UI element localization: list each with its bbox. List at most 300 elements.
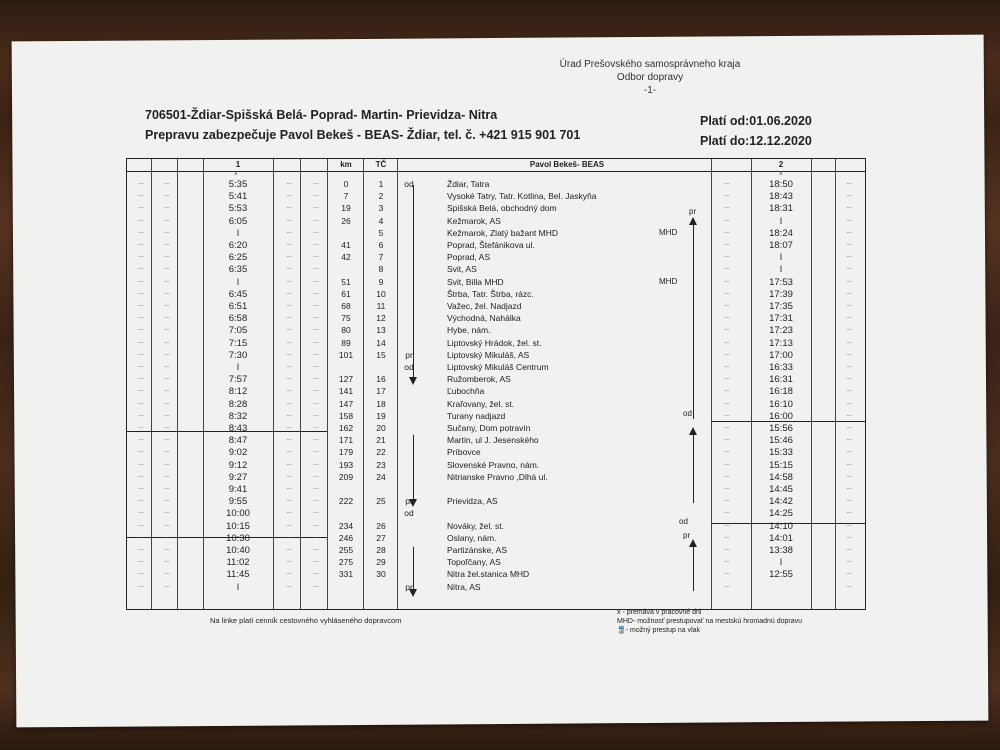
- kilometer: 234: [338, 520, 354, 531]
- table-row: [127, 362, 865, 374]
- empty-connection-cell: ...: [724, 203, 730, 211]
- empty-connection-cell: ...: [724, 374, 730, 382]
- empty-connection-cell: ...: [286, 532, 292, 540]
- legend-mhd: MHD- možnosť prestupovať na mestskú hromadnú dopravu: [617, 618, 803, 625]
- stop-number: 26: [376, 520, 386, 531]
- empty-connection-cell: ...: [164, 459, 170, 467]
- return-time: 14:45: [769, 484, 793, 495]
- empty-connection-cell: ...: [313, 325, 319, 333]
- stop-name: [447, 569, 687, 579]
- stop-name-text: Poprad, AS: [447, 252, 491, 263]
- stop-name-text: Ľubochňa: [447, 386, 485, 397]
- empty-connection-cell: ...: [138, 447, 144, 455]
- kilometer: 246: [338, 532, 354, 543]
- return-time: 17:39: [769, 288, 793, 300]
- empty-connection-cell: ...: [164, 484, 170, 491]
- empty-connection-cell: ...: [138, 374, 144, 382]
- empty-connection-cell: ...: [164, 288, 170, 296]
- departure-time: 9:12: [228, 459, 248, 471]
- empty-connection-cell: ...: [724, 179, 730, 186]
- empty-connection-cell: ...: [846, 313, 852, 321]
- empty-connection-cell: ...: [286, 288, 292, 296]
- stop-name: [447, 533, 687, 543]
- empty-connection-cell: ...: [313, 435, 319, 443]
- empty-connection-cell: ...: [138, 423, 144, 430]
- departure-time: ǀ: [236, 362, 240, 373]
- carrier-line: Prepravu zabezpečuje Pavol Bekeš - BEAS- Ždiar, tel. č. +421 915 901 701: [145, 128, 581, 142]
- empty-connection-cell: ...: [724, 520, 730, 528]
- tc-header: TČ: [375, 160, 387, 169]
- stop-name: [447, 252, 687, 262]
- empty-connection-cell: ...: [138, 215, 144, 223]
- valid-to: Platí do:12.12.2020: [700, 134, 812, 148]
- table-row: [127, 252, 865, 264]
- return-time: 12:55: [769, 569, 793, 581]
- table-row: [127, 216, 865, 228]
- stop-number: 11: [376, 301, 386, 311]
- stop-name-text: Nitrianske Pravno ,Dlhá ul.: [447, 471, 548, 482]
- empty-connection-cell: ...: [286, 520, 292, 528]
- table-row: [127, 582, 865, 594]
- empty-connection-cell: ...: [724, 276, 730, 284]
- stop-number: 28: [376, 545, 386, 555]
- empty-connection-cell: ...: [138, 191, 144, 199]
- empty-connection-cell: ...: [286, 362, 292, 369]
- empty-connection-cell: ...: [724, 349, 730, 357]
- departure-time: 6:35: [228, 264, 248, 276]
- empty-connection-cell: ...: [138, 362, 144, 369]
- return-time: 16:00: [769, 410, 793, 422]
- return-time: 17:23: [769, 325, 793, 337]
- empty-connection-cell: ...: [846, 191, 852, 199]
- kilometer: 42: [341, 252, 351, 263]
- kilometer: 179: [338, 447, 354, 458]
- return-time: 14:01: [769, 532, 793, 544]
- empty-connection-cell: ...: [724, 191, 730, 199]
- empty-connection-cell: ...: [313, 374, 319, 382]
- stop-number: 20: [376, 423, 386, 433]
- empty-connection-cell: ...: [724, 484, 730, 491]
- return-time: ǀ: [779, 252, 783, 264]
- empty-connection-cell: ...: [846, 435, 852, 443]
- return-time: 15:46: [769, 435, 793, 447]
- legend-workday: x - premáva v pracovné dni: [617, 609, 702, 616]
- empty-connection-cell: ...: [138, 557, 144, 565]
- empty-connection-cell: ...: [286, 337, 292, 345]
- table-row: [127, 240, 865, 252]
- table-row: [127, 179, 865, 191]
- kilometer: 193: [338, 459, 354, 470]
- empty-connection-cell: ...: [286, 459, 292, 467]
- arrival-departure-mark: od: [404, 508, 414, 519]
- empty-connection-cell: ...: [164, 508, 170, 516]
- empty-connection-cell: ...: [313, 264, 319, 272]
- empty-connection-cell: ...: [846, 386, 852, 394]
- stop-name-text: Spišská Belá, obchodný dom: [447, 203, 557, 214]
- kilometer: 80: [341, 325, 351, 336]
- empty-connection-cell: ...: [138, 435, 144, 443]
- departure-time: 6:51: [228, 301, 248, 312]
- empty-connection-cell: ...: [313, 179, 319, 186]
- return-time: 17:00: [769, 349, 793, 361]
- legend-train: [617, 626, 802, 635]
- stop-number: 14: [376, 337, 386, 348]
- empty-connection-cell: ...: [313, 240, 319, 247]
- empty-connection-cell: ...: [164, 337, 170, 345]
- departure-time: 9:55: [228, 496, 248, 508]
- return-time: 18:50: [769, 179, 793, 190]
- empty-connection-cell: ...: [846, 264, 852, 272]
- empty-connection-cell: ...: [313, 337, 319, 345]
- stop-name: [447, 399, 687, 409]
- arrival-departure-mark: od: [404, 179, 414, 189]
- table-row: [127, 374, 865, 386]
- stop-name: [447, 350, 687, 360]
- stop-name: [447, 472, 687, 482]
- empty-connection-cell: ...: [313, 288, 319, 296]
- empty-connection-cell: ...: [138, 398, 144, 406]
- empty-connection-cell: ...: [313, 459, 319, 467]
- empty-connection-cell: ...: [286, 227, 292, 235]
- empty-connection-cell: ...: [846, 459, 852, 467]
- empty-connection-cell: ...: [313, 545, 319, 552]
- empty-connection-cell: ...: [138, 276, 144, 284]
- empty-connection-cell: ...: [164, 301, 170, 308]
- table-row: [127, 533, 865, 545]
- kilometer: 147: [338, 398, 354, 409]
- empty-connection-cell: ...: [313, 301, 319, 308]
- empty-connection-cell: ...: [846, 288, 852, 296]
- stop-name-text: Ružomberok, AS: [447, 374, 511, 385]
- empty-connection-cell: ...: [724, 459, 730, 467]
- empty-connection-cell: ...: [286, 240, 292, 247]
- empty-connection-cell: ...: [846, 349, 852, 357]
- empty-connection-cell: ...: [724, 264, 730, 272]
- return-time: 14:25: [769, 508, 793, 520]
- departure-mark: od: [683, 409, 692, 418]
- stop-number: 8: [378, 264, 384, 275]
- arrival-mark: pr: [689, 207, 697, 216]
- stop-name-text: Nitra žel.stanica MHD: [447, 569, 530, 580]
- empty-connection-cell: ...: [164, 240, 170, 247]
- empty-connection-cell: ...: [164, 569, 170, 577]
- stop-name: [447, 521, 687, 531]
- empty-connection-cell: ...: [724, 227, 730, 235]
- arrival-mark: pr: [683, 531, 691, 540]
- empty-connection-cell: ...: [313, 557, 319, 565]
- stop-number: 17: [376, 386, 386, 397]
- stop-number: 30: [376, 569, 386, 580]
- stop-name-text: Štrba, Tatr. Štrba, rázc.: [447, 288, 534, 299]
- empty-connection-cell: ...: [724, 496, 730, 504]
- stop-name-text: Topoľčany, AS: [447, 557, 501, 568]
- stop-name-text: Martin, ul J. Jesenského: [447, 435, 539, 446]
- empty-connection-cell: ...: [164, 313, 170, 321]
- stop-number: 15: [376, 349, 386, 360]
- empty-connection-cell: ...: [138, 252, 144, 260]
- empty-connection-cell: ...: [313, 191, 319, 199]
- table-row: [127, 411, 865, 423]
- legend-train-text: - možný prestup na vlak: [625, 627, 701, 634]
- empty-connection-cell: ...: [138, 349, 144, 357]
- kilometer: 255: [338, 545, 354, 555]
- empty-connection-cell: ...: [724, 301, 730, 308]
- departure-time: 10:30: [226, 532, 250, 544]
- empty-connection-cell: ...: [724, 215, 730, 223]
- stop-number: 22: [376, 447, 386, 458]
- validity-block: [700, 111, 812, 151]
- table-row: [127, 557, 865, 569]
- empty-connection-cell: ...: [286, 508, 292, 516]
- departure-time: 11:45: [226, 569, 250, 581]
- empty-connection-cell: ...: [313, 423, 319, 430]
- empty-connection-cell: ...: [286, 447, 292, 455]
- empty-connection-cell: ...: [313, 581, 319, 589]
- departure-time: 8:12: [228, 386, 248, 398]
- departure-time: 5:35: [228, 179, 248, 190]
- table-row: [127, 203, 865, 215]
- stop-number: 23: [376, 459, 386, 470]
- empty-connection-cell: ...: [724, 435, 730, 443]
- empty-connection-cell: ...: [313, 398, 319, 406]
- stop-name: [447, 386, 687, 396]
- departure-time: ǀ: [236, 227, 240, 239]
- stop-name-text: Kežmarok, AS: [447, 215, 501, 226]
- authority-department: Odbor dopravy: [616, 72, 684, 83]
- legend: [617, 608, 802, 635]
- empty-connection-cell: ...: [164, 496, 170, 504]
- arrival-departure-mark: od: [404, 362, 414, 372]
- stop-number: 6: [378, 240, 384, 250]
- empty-connection-cell: ...: [846, 508, 852, 516]
- empty-connection-cell: ...: [138, 471, 144, 479]
- empty-connection-cell: ...: [138, 569, 144, 577]
- stop-name-text: Vysoké Tatry, Tatr. Kotlina, Bel. Jaskyňa: [447, 191, 597, 202]
- stop-name: [447, 411, 687, 421]
- stop-name-text: Liptovský Mikuláš Centrum: [447, 362, 549, 372]
- kilometer: 141: [338, 386, 354, 397]
- empty-connection-cell: ...: [724, 240, 730, 247]
- departure-time: 7:30: [228, 349, 248, 361]
- stop-name: [447, 435, 687, 445]
- table-row: [127, 521, 865, 533]
- empty-connection-cell: ...: [846, 240, 852, 247]
- table-row: [127, 264, 865, 276]
- stop-name: [447, 216, 687, 226]
- empty-connection-cell: ...: [846, 447, 852, 455]
- empty-connection-cell: ...: [286, 252, 292, 260]
- authority-name: Úrad Prešovského samosprávneho kraja: [559, 59, 741, 70]
- departure-time: 10:00: [226, 508, 250, 520]
- stop-name: [447, 362, 687, 372]
- stop-name-text: Poprad, Štefánikova ul.: [447, 240, 535, 250]
- empty-connection-cell: ...: [164, 520, 170, 528]
- departure-mark: od: [679, 517, 688, 526]
- empty-connection-cell: ...: [164, 545, 170, 552]
- empty-connection-cell: ...: [286, 264, 292, 272]
- empty-connection-cell: ...: [313, 215, 319, 223]
- stop-name: [447, 557, 687, 567]
- empty-connection-cell: ...: [724, 362, 730, 369]
- empty-connection-cell: ...: [846, 410, 852, 418]
- empty-connection-cell: ...: [138, 240, 144, 247]
- table-row: [127, 277, 865, 289]
- stop-name-text: Kraľovany, žel. st.: [447, 398, 515, 409]
- fare-note: Na linke platí cenník cestovného vyhláseného dopravcom: [210, 616, 402, 625]
- authority-stamp: [520, 58, 780, 97]
- departure-time: 9:41: [228, 484, 248, 495]
- empty-connection-cell: ...: [164, 374, 170, 382]
- empty-connection-cell: ...: [846, 557, 852, 565]
- empty-connection-cell: ...: [138, 410, 144, 418]
- empty-connection-cell: ...: [138, 301, 144, 308]
- right-connection-number: 2: [778, 160, 784, 169]
- km-header: km: [340, 160, 352, 169]
- table-row: [127, 338, 865, 350]
- departure-time: ǀ: [236, 581, 240, 593]
- departure-time: 8:47: [228, 435, 248, 447]
- empty-connection-cell: ...: [313, 471, 319, 479]
- empty-connection-cell: ...: [286, 374, 292, 382]
- empty-connection-cell: ...: [138, 227, 144, 235]
- empty-connection-cell: ...: [286, 203, 292, 211]
- stop-name-text: Príbovce: [447, 447, 481, 458]
- empty-connection-cell: ...: [138, 313, 144, 321]
- empty-connection-cell: ...: [313, 484, 319, 491]
- empty-connection-cell: ...: [846, 496, 852, 504]
- stop-number: 24: [376, 471, 386, 482]
- page-number: -1-: [643, 85, 657, 96]
- empty-connection-cell: ...: [313, 532, 319, 540]
- return-time: 14:58: [769, 471, 793, 483]
- empty-connection-cell: ...: [286, 276, 292, 284]
- table-row: [127, 301, 865, 313]
- empty-connection-cell: ...: [138, 386, 144, 394]
- empty-connection-cell: ...: [724, 508, 730, 516]
- stop-name: [447, 374, 687, 384]
- empty-connection-cell: ...: [846, 532, 852, 540]
- empty-connection-cell: ...: [724, 252, 730, 260]
- stop-number: 1: [378, 179, 384, 189]
- empty-connection-cell: ...: [286, 398, 292, 406]
- left-weekday-note: x: [234, 170, 238, 177]
- empty-connection-cell: ...: [313, 508, 319, 516]
- stop-name: [447, 277, 687, 287]
- empty-connection-cell: ...: [138, 337, 144, 345]
- return-time: 15:56: [769, 423, 793, 434]
- return-time: 14:10: [769, 520, 793, 532]
- kilometer: 275: [338, 557, 354, 568]
- empty-connection-cell: ...: [846, 227, 852, 235]
- kilometer: 19: [341, 203, 351, 214]
- empty-connection-cell: ...: [286, 557, 292, 565]
- stop-name: [447, 338, 687, 348]
- stop-name-text: Svit, AS: [447, 264, 477, 275]
- train-icon: 🚆: [617, 627, 626, 634]
- table-row: [127, 289, 865, 301]
- empty-connection-cell: ...: [138, 532, 144, 540]
- arrival-departure-mark: pr: [405, 349, 413, 360]
- empty-connection-cell: ...: [724, 337, 730, 345]
- kilometer: 51: [341, 276, 351, 287]
- table-row: [127, 423, 865, 435]
- stop-number: 19: [376, 410, 386, 421]
- kilometer: 162: [338, 423, 354, 433]
- stop-number: 13: [376, 325, 386, 336]
- stop-name-text: Svit, Billa MHD: [447, 276, 504, 287]
- empty-connection-cell: ...: [724, 545, 730, 552]
- stop-number: 3: [378, 203, 384, 214]
- kilometer: 61: [341, 288, 351, 299]
- return-time: 18:07: [769, 240, 793, 251]
- table-row: [127, 228, 865, 240]
- empty-connection-cell: ...: [286, 545, 292, 552]
- empty-connection-cell: ...: [286, 191, 292, 199]
- stop-number: 4: [378, 215, 384, 226]
- return-time: 16:33: [769, 362, 793, 373]
- empty-connection-cell: ...: [164, 532, 170, 540]
- empty-connection-cell: ...: [846, 471, 852, 479]
- kilometer: 158: [338, 410, 354, 421]
- empty-connection-cell: ...: [846, 337, 852, 345]
- stop-name-text: Nováky, žel. st.: [447, 520, 504, 531]
- empty-connection-cell: ...: [286, 325, 292, 333]
- route-title: 706501-Ždiar-Spišská Belá- Poprad- Martin- Prievidza- Nitra: [145, 108, 498, 122]
- return-time: 18:24: [769, 227, 793, 239]
- empty-connection-cell: ...: [846, 484, 852, 491]
- stop-number: 18: [376, 398, 386, 409]
- stop-name: [447, 228, 687, 238]
- empty-connection-cell: ...: [846, 179, 852, 186]
- empty-connection-cell: ...: [313, 496, 319, 504]
- empty-connection-cell: ...: [286, 349, 292, 357]
- kilometer: 89: [341, 337, 351, 348]
- return-time: 18:31: [769, 203, 793, 215]
- return-time: 17:13: [769, 337, 793, 349]
- empty-connection-cell: ...: [164, 410, 170, 418]
- empty-connection-cell: ...: [313, 362, 319, 369]
- empty-connection-cell: ...: [724, 447, 730, 455]
- table-row: [127, 484, 865, 496]
- kilometer: 171: [338, 435, 354, 446]
- left-connection-number: 1: [235, 160, 241, 169]
- stop-name: [447, 545, 687, 555]
- stop-number: 29: [376, 557, 386, 568]
- empty-connection-cell: ...: [164, 557, 170, 565]
- stop-name-text: Turany nadjazd: [447, 410, 506, 421]
- empty-connection-cell: ...: [313, 410, 319, 418]
- empty-connection-cell: ...: [138, 325, 144, 333]
- kilometer: 7: [343, 191, 349, 202]
- empty-connection-cell: ...: [164, 215, 170, 223]
- departure-time: 8:28: [228, 398, 248, 410]
- empty-connection-cell: ...: [164, 227, 170, 235]
- empty-connection-cell: ...: [164, 252, 170, 260]
- empty-connection-cell: ...: [313, 349, 319, 357]
- empty-connection-cell: ...: [846, 301, 852, 308]
- kilometer: 26: [341, 215, 351, 226]
- return-time: 15:33: [769, 447, 793, 459]
- return-time: 15:15: [769, 459, 793, 471]
- empty-connection-cell: ...: [164, 398, 170, 406]
- return-time: ǀ: [779, 557, 783, 569]
- empty-connection-cell: ...: [286, 301, 292, 308]
- stop-name: [447, 496, 687, 506]
- departure-time: 5:41: [228, 191, 248, 203]
- stop-name-text: Hybe, nám.: [447, 325, 491, 336]
- empty-connection-cell: ...: [286, 410, 292, 418]
- empty-connection-cell: ...: [286, 484, 292, 491]
